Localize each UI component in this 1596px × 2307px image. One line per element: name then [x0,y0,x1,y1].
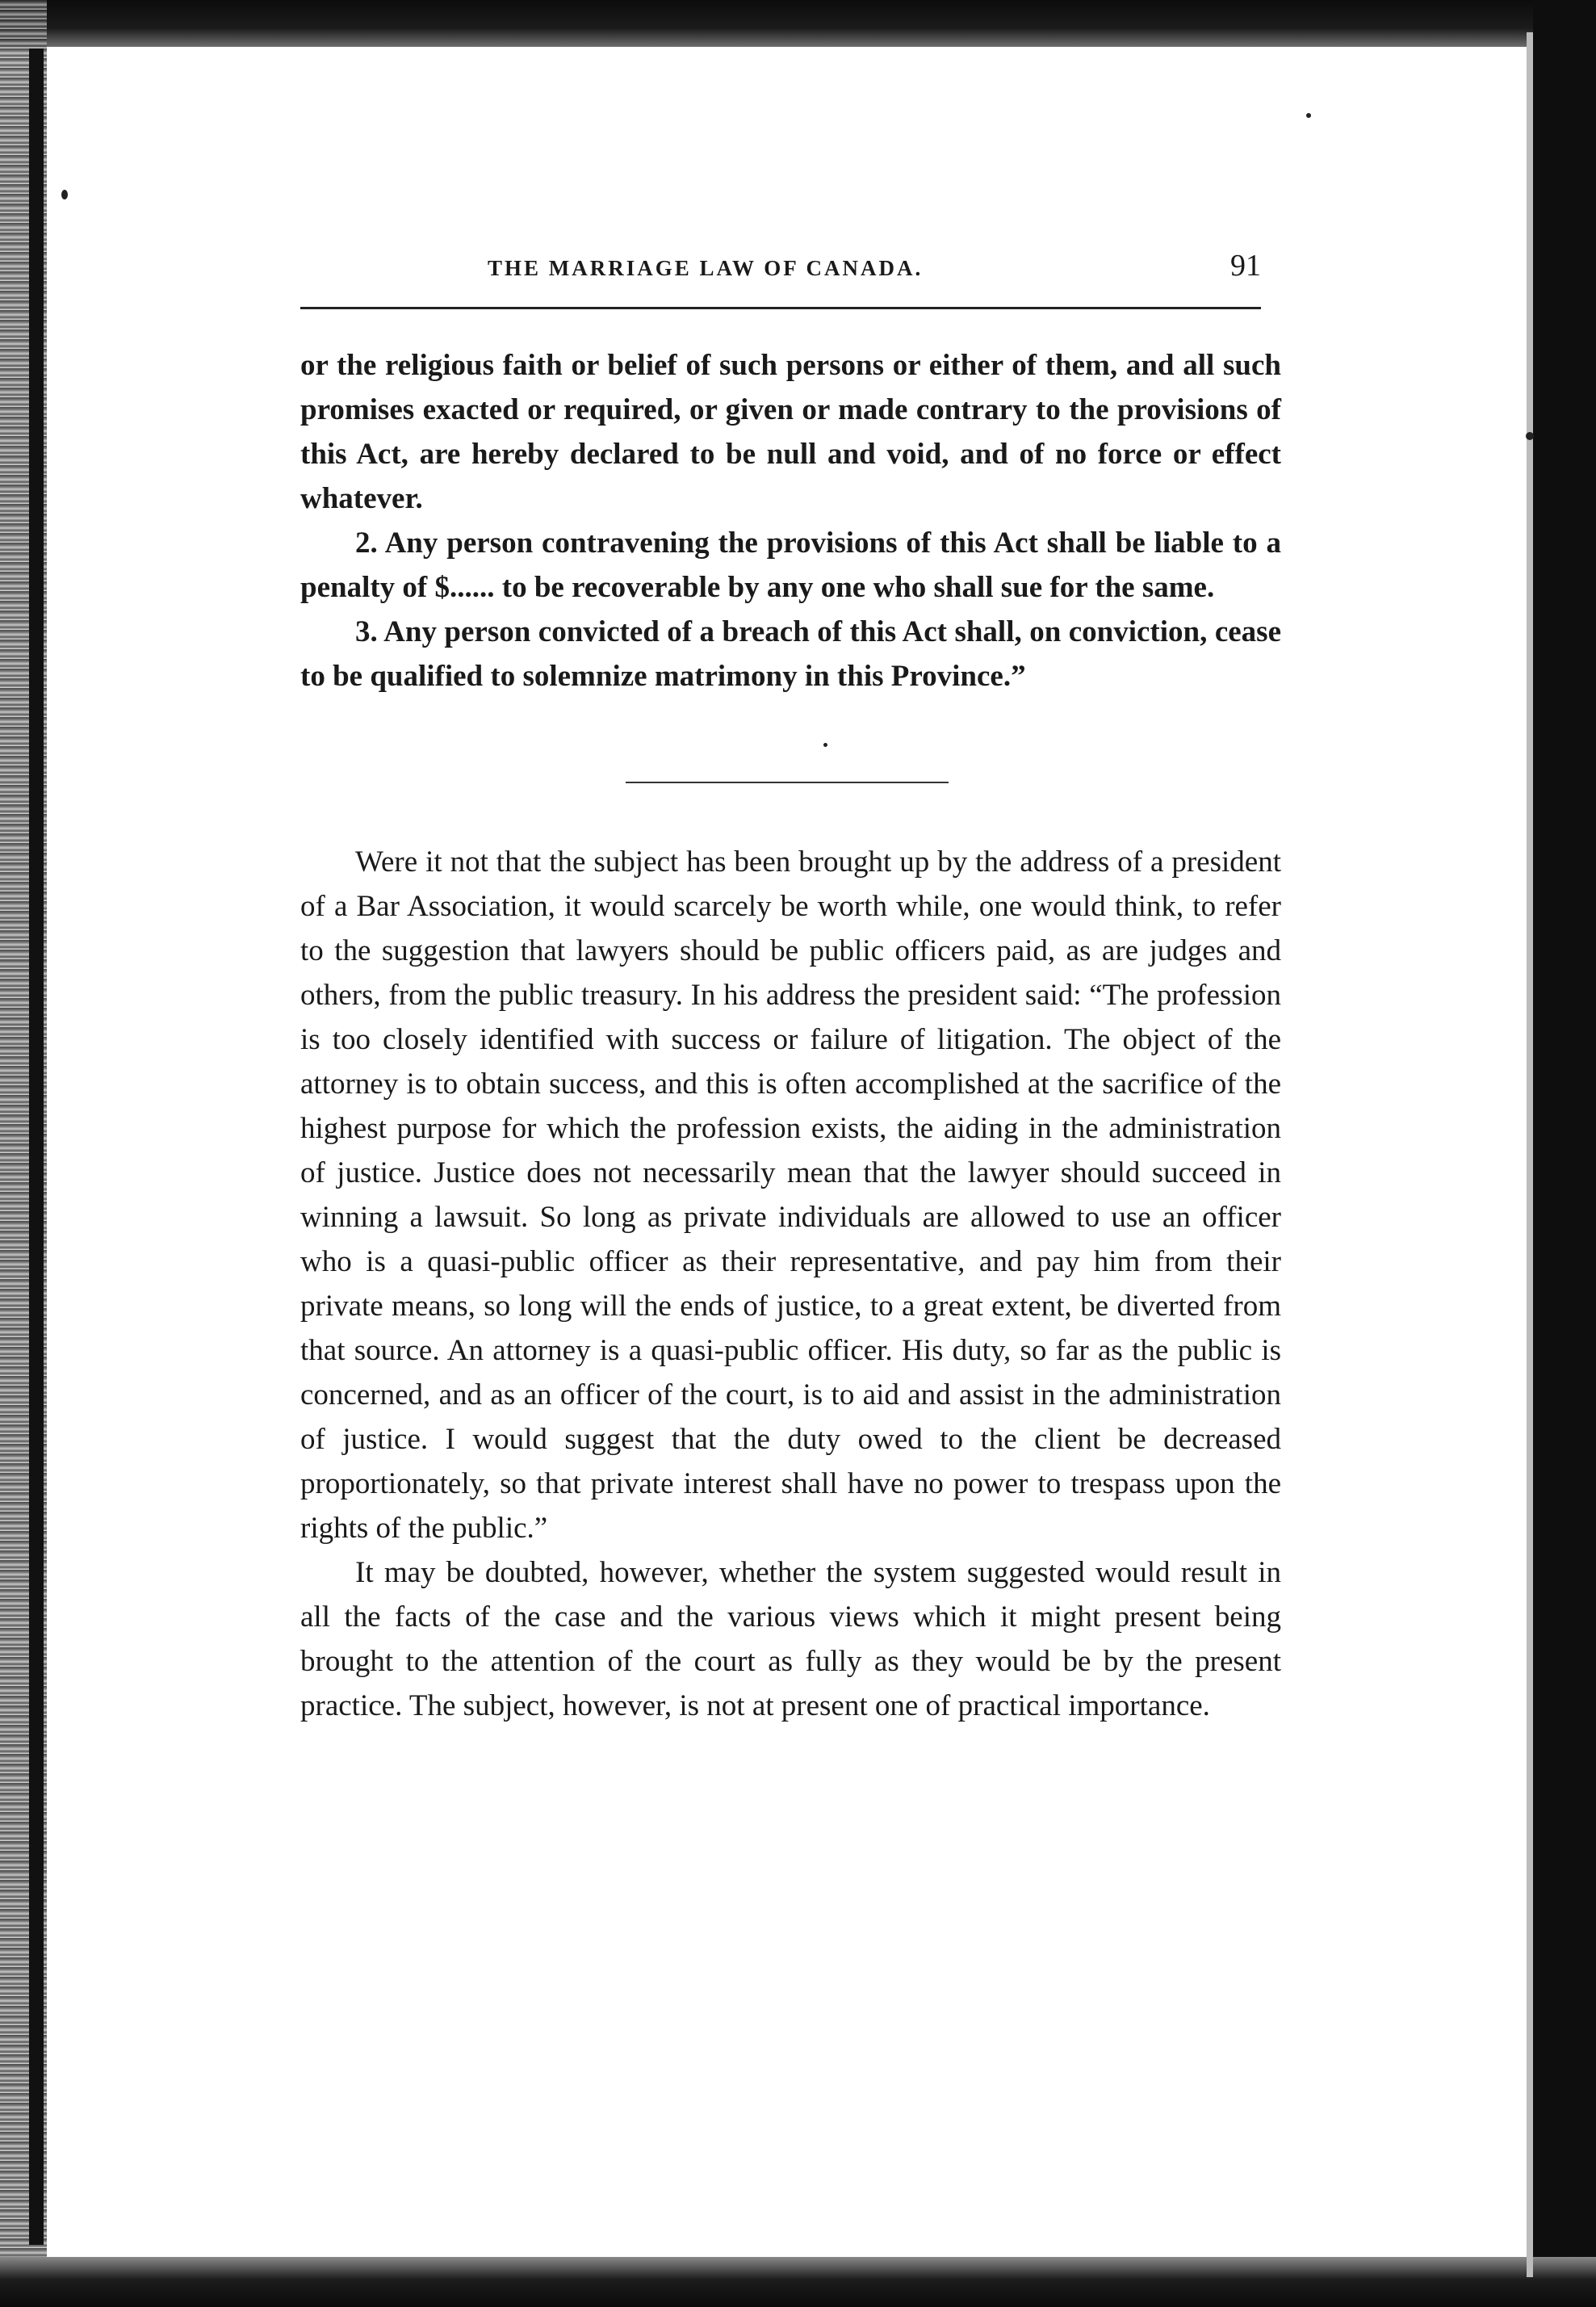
commentary-paragraph: It may be doubted, however, whether the system suggested would result in all the facts of the case and the various views which it might present being brought to the attention of the court as fully as they would be by the present practice. The subject, however, is not at present one of practical importance. [300,1556,1281,1722]
scan-edge-right [1533,0,1596,2307]
page-header [300,246,1261,295]
scan-edge-top [0,0,1596,47]
scan-binding-shadow [29,48,44,2245]
header-rule [300,307,1261,309]
running-title: THE MARRIAGE LAW OF CANADA. [488,256,924,280]
scan-speck [1306,113,1311,118]
scan-speck [823,743,827,747]
scan-speck [1526,432,1534,440]
section-divider [626,782,949,783]
statute-paragraph: or the religious faith or belief of such persons or either of them, and all such promises exacted or required, or given or made contrary to the provisions of this Act, are hereby declared to be null and void, and of no force or effect whatever. [300,349,1281,515]
statute-text [300,343,1281,698]
scan-edge-bottom [0,2257,1596,2307]
page-number: 91 [1230,249,1261,283]
commentary-text [300,840,1281,1728]
statute-paragraph: 2. Any person contravening the provisions of this Act shall be liable to a penalty of $...... to be recoverable by any one who shall sue for the same. [300,526,1281,604]
scan-edge-highlight [1527,32,1533,2277]
commentary-paragraph: Were it not that the subject has been brought up by the address of a president of a Bar Association, it would scarcely be worth while, one would think, to refer to the suggestion that lawyers should be public officers paid, as are judges and others, from the public treasury. In his address the president said: “The profession is too closely identified with success or failure of litigation. The object of the attorney is to obtain success, and this is often accomplished at the sacrifice of the highest purpose for which the profession exists, the aiding in the administration of justice. Justice does not necessarily mean that the lawyer should succeed in winning a lawsuit. So long as private individuals are allowed to use an officer who is a quasi-public officer as their representative, and pay him from their private means, so long will the ends of justice, to a great extent, be diverted from that source. An attorney is a quasi-public officer. His duty, so far as the public is concerned, and as an officer of the court, is to aid and assist in the administration of justice. I would suggest that the duty owed to the client be decreased proportionately, so that private interest shall have no power to trespass upon the rights of the public.” [300,845,1281,1545]
scan-speck [61,190,68,199]
statute-paragraph: 3. Any person convicted of a breach of this Act shall, on conviction, cease to be qualified to solemnize matrimony in this Province.” [300,615,1281,693]
